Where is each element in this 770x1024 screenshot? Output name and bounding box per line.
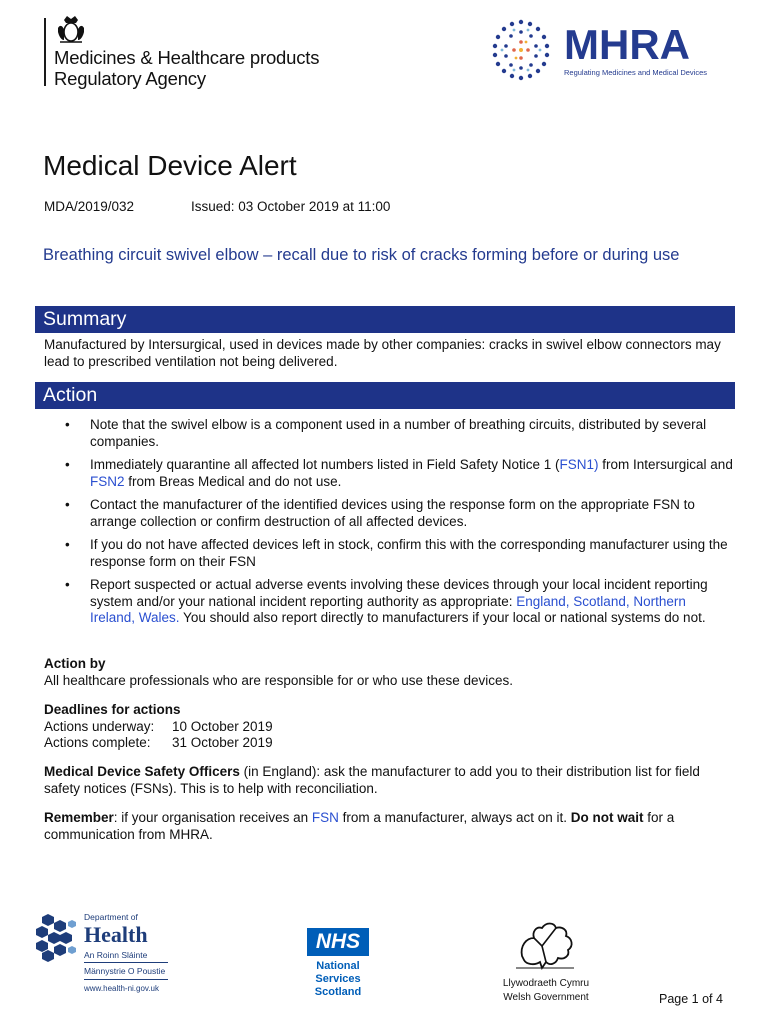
bullet: • <box>65 497 70 512</box>
action-item-2-text-post: from Breas Medical and do not use. <box>124 473 342 489</box>
summary-text: Manufactured by Intersurgical, used in devices made by other companies: cracks in swivel elbow connectors may lead to prescribed ventilation not being delivered. <box>44 337 721 369</box>
action-item-4-text: If you do not have affected devices left in stock, confirm this with the corresponding manufacturer using the response form on their FSN <box>90 537 728 569</box>
welsh-line-1: Llywodraeth Cymru <box>502 978 590 989</box>
remember-bold2: Do not wait <box>570 810 644 825</box>
action-item-2-text-pre: Immediately quarantine all affected lot numbers listed in Field Safety Notice 1 ( <box>90 457 560 472</box>
page-number: Page 1 of 4 <box>659 992 723 1006</box>
divider <box>84 979 168 980</box>
remember-paragraph <box>44 810 734 843</box>
mhra-wordmark: MHRA <box>564 21 690 68</box>
nhs-line-1: National <box>316 960 360 972</box>
doh-ni-logo <box>34 908 184 998</box>
mhra-dots-icon <box>488 18 554 82</box>
alert-reference: MDA/2019/032 <box>44 199 135 214</box>
action-item-3-text: Contact the manufacturer of the identified devices using the response form on the appropriate FSN to arrange collection or confirm destruction of all affected devices. <box>90 497 695 529</box>
bullet: • <box>65 537 70 552</box>
remember-mid: from a manufacturer, always act on it. <box>338 810 571 825</box>
nhs-line-2: Services <box>315 973 361 985</box>
underway-date: 10 October 2019 <box>172 718 273 734</box>
msos-text: (in England): ask the manufacturer to add you to their distribution list for field safety notices (FSNs). This is to help with reconciliation. <box>44 764 700 796</box>
royal-crest-icon <box>54 14 88 44</box>
action-item-3 <box>44 497 734 530</box>
page-title: Medical Device Alert <box>43 150 297 181</box>
action-by-label: Action by <box>44 656 106 671</box>
action-item-5-text-post: You should also report directly to manufacturers if your local or national systems do not. <box>179 610 706 625</box>
divider <box>84 962 168 963</box>
action-item-4 <box>44 537 734 570</box>
msos-bold: Medical Device Safety Officers <box>44 764 240 779</box>
mhra-tagline: Regulating Medicines and Medical Devices <box>564 68 707 77</box>
fsn-link[interactable]: FSN <box>311 810 339 825</box>
agency-logo <box>44 14 354 90</box>
doh-scots-text: Männystrie O Poustie <box>84 966 166 976</box>
welsh-line-2: Welsh Government <box>503 992 589 1003</box>
action-item-1-text: Note that the swivel elbow is a component used in a number of breathing circuits, distributed by several companies. <box>90 417 707 449</box>
bullet: • <box>65 577 70 592</box>
agency-name-line2: Regulatory Agency <box>54 68 206 89</box>
action-item-5 <box>44 577 734 627</box>
welsh-government-logo <box>496 916 596 1008</box>
mhra-logo <box>488 18 728 82</box>
deadlines-section <box>44 702 734 752</box>
nhs-line-3: Scotland <box>314 986 362 998</box>
summary-heading: Summary <box>35 306 735 333</box>
fsn2-link[interactable]: FSN2 <box>90 473 125 489</box>
welsh-dragon-icon <box>512 916 578 974</box>
bullet: • <box>65 457 70 472</box>
action-item-2-text-mid: from Intersurgical and <box>598 457 733 472</box>
logo-rule <box>44 18 46 86</box>
action-heading: Action <box>35 382 735 409</box>
issued-date: Issued: 03 October 2019 at 11:00 <box>191 199 391 214</box>
reporting-links[interactable]: England, Scotland, Northern Ireland, Wales. <box>90 593 686 625</box>
health-hexagon-icon <box>34 912 78 962</box>
action-item-2 <box>44 457 734 490</box>
fsn1-link[interactable]: FSN1) <box>559 457 599 472</box>
underway-label: Actions underway: <box>44 718 155 734</box>
complete-label: Actions complete: <box>44 735 151 750</box>
action-by-text: All healthcare professionals who are responsible for or who use these devices. <box>44 672 514 688</box>
doh-health-text: Health <box>84 922 148 947</box>
doh-irish-text: An Roinn Sláinte <box>84 950 148 960</box>
alert-subtitle: Breathing circuit swivel elbow – recall due to risk of cracks forming before or during use <box>43 246 680 264</box>
deadlines-label: Deadlines for actions <box>44 702 181 717</box>
nhs-nss-logo <box>303 928 373 1000</box>
action-list <box>44 417 734 634</box>
deadline-row-complete <box>44 735 734 752</box>
doh-dept-text: Department of <box>84 912 138 922</box>
remember-pre: : if your organisation receives an <box>113 810 312 825</box>
complete-date: 31 October 2019 <box>172 735 273 750</box>
deadline-row-underway <box>44 719 734 736</box>
agency-name-line1: Medicines & Healthcare products <box>54 47 320 68</box>
remember-post: for a communication from MHRA. <box>44 810 675 842</box>
reference-row <box>44 199 391 214</box>
action-item-5-text-pre: Report suspected or actual adverse events involving these devices through your local incident reporting system and/or your national incident reporting authority as appropriate: <box>90 577 708 609</box>
remember-bold: Remember <box>44 810 114 825</box>
msos-paragraph <box>44 764 734 797</box>
nhs-box: NHS <box>307 928 369 956</box>
doh-url: www.health-ni.gov.uk <box>84 984 159 993</box>
bullet: • <box>65 417 70 432</box>
agency-name <box>54 47 319 89</box>
action-by-section <box>44 656 734 689</box>
action-item-1 <box>44 417 734 450</box>
